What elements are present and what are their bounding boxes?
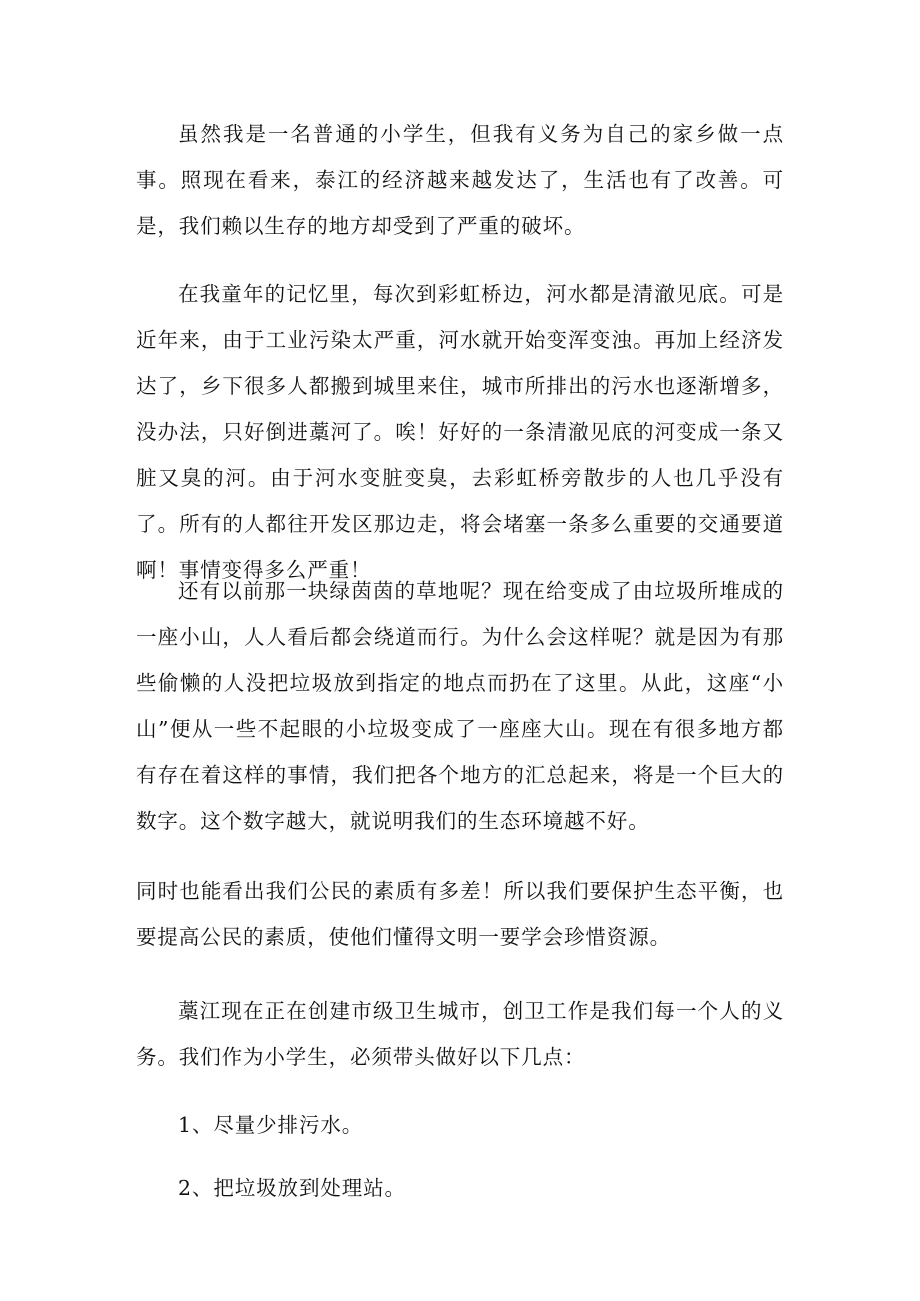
paragraph-5: 藁江现在正在创建市级卫生城市，创卫工作是我们每一个人的义务。我们作为小学生，必须带头做好以下几点： (136, 999, 784, 1069)
paragraph-2: 在我童年的记忆里，每次到彩虹桥边，河水都是清澈见底。可是近年来，由于工业污染太严重，河水就开始变浑变浊。再加上经济发达了，乡下很多人都搬到城里来住，城市所排出的污水也逐渐增多，没办法，只好倒进藁河了。唉！好好的一条清澈见底的河变成一条又脏又臭的河。由于河水变脏变臭，去彩虹桥旁散步的人也几乎没有了。所有的人都往开发区那边走，将会堵塞一条多么重要的交通要道啊！事情变得多么严重！ (136, 282, 784, 582)
list-item-1: 1、尽量少排污水。 (178, 1113, 364, 1137)
paragraph-3: 还有以前那一块绿茵茵的草地呢？现在给变成了由垃圾所堆成的一座小山，人人看后都会绕道而行。为什么会这样呢？就是因为有那些偷懒的人没把垃圾放到指定的地点而扔在了这里。从此，这座“小山”便从一些不起眼的小垃圾变成了一座座大山。现在有很多地方都有存在着这样的事情，我们把各个地方的汇总起来，将是一个巨大的数字。这个数字越大，就说明我们的生态环境越不好。 (136, 579, 784, 833)
paragraph-4: 同时也能看出我们公民的素质有多差！所以我们要保护生态平衡，也要提高公民的素质，使他们懂得文明一要学会珍惜资源。 (136, 879, 784, 949)
list-item-2: 2、把垃圾放到处理站。 (178, 1176, 406, 1200)
paragraph-1: 虽然我是一名普通的小学生，但我有义务为自己的家乡做一点事。照现在看来，泰江的经济越来越发达了，生活也有了改善。可是，我们赖以生存的地方却受到了严重的破坏。 (136, 122, 784, 238)
